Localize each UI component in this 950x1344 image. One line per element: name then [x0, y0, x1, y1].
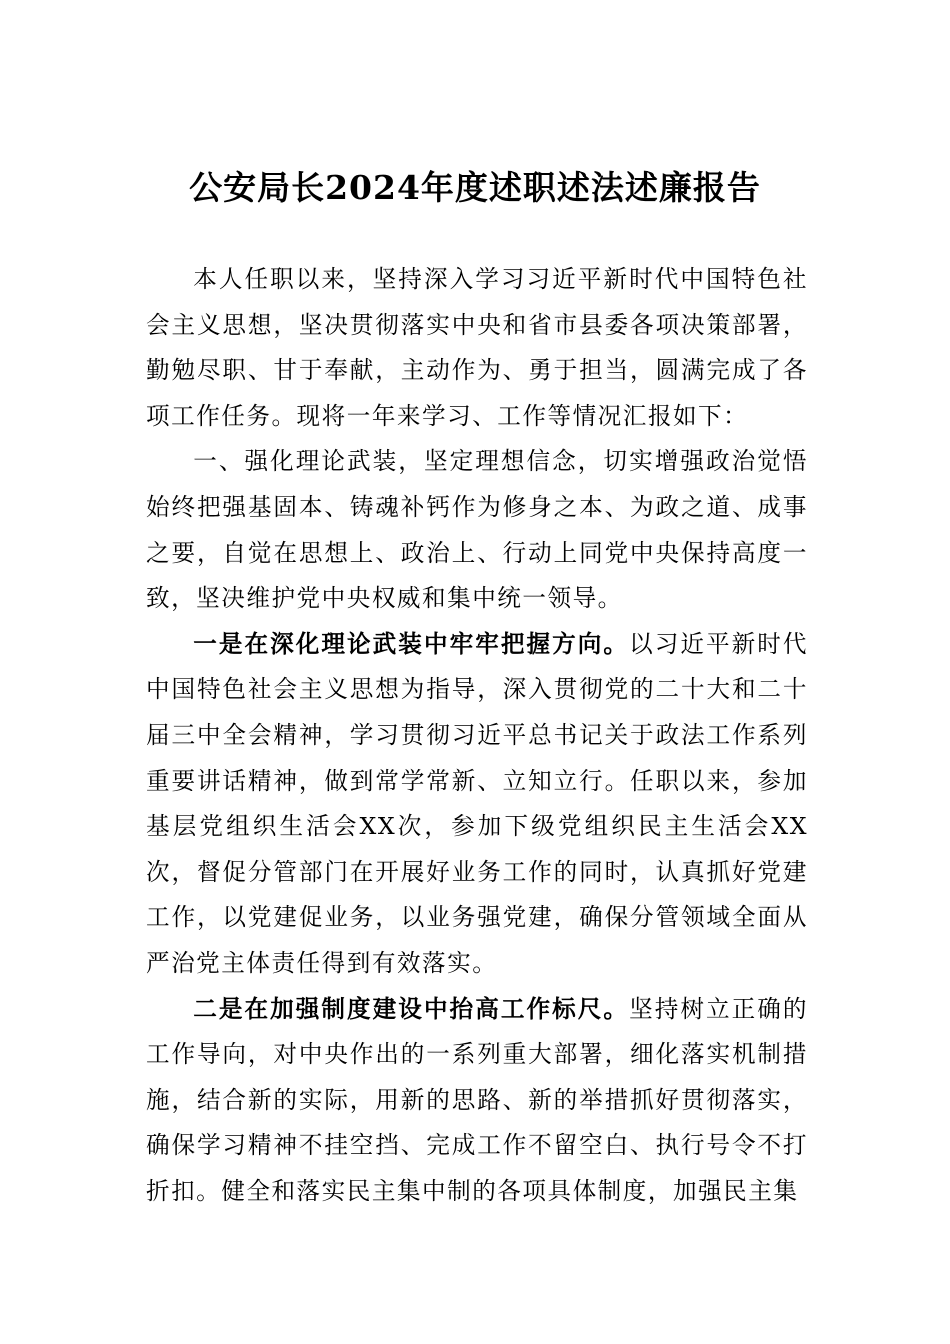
paragraph-text: 本人任职以来，坚持深入学习习近平新时代中国特色社会主义思想，坚决贯彻落实中央和省市县委各项决策部署，勤勉尽职、甘于奉献，主动作为、勇于担当，圆满完成了各项工作任务。现将一年来学习、工作等情况汇报如下：: [146, 265, 808, 430]
paragraph-text: 坚持树立正确的工作导向，对中央作出的一系列重大部署，细化落实机制措施，结合新的实际，用新的思路、新的举措抓好贯彻落实，确保学习精神不挂空挡、完成工作不留空白、执行号令不打折扣。健全和落实民主集中制的各项具体制度，加强民主集: [146, 994, 809, 1205]
paragraph-section-one: [146, 439, 808, 621]
paragraph-text: 一、强化理论武装，坚定理想信念，切实增强政治觉悟始终把强基固本、铸魂补钙作为修身之本、为政之道、成事之要，自觉在思想上、政治上、行动上同党中央保持高度一致，坚决维护党中央权威和集中统一领导。: [146, 447, 808, 613]
paragraph-point-one: [146, 622, 808, 987]
paragraph-lead: 二是在加强制度建设中抬高工作标尺。: [193, 994, 630, 1023]
document-title: 公安局长2024年度述职述法述廉报告: [189, 168, 761, 207]
paragraph-intro: [146, 257, 808, 439]
paragraph-point-two: [146, 987, 808, 1215]
paragraph-text: 以习近平新时代中国特色社会主义思想为指导，深入贯彻党的二十大和二十届三中全会精神，学习贯彻习近平总书记关于政法工作系列重要讲话精神，做到常学常新、立知立行。任职以来，参加基层党组织生活会XX次，参加下级党组织民主生活会XX次，督促分管部门在开展好业务工作的同时，认真抓好党建工作，以党建促业务，以业务强党建，确保分管领域全面从严治党主体责任得到有效落实。: [146, 629, 809, 977]
paragraph-lead: 一是在深化理论武装中牢牢把握方向。: [193, 629, 630, 658]
document-body: [146, 257, 808, 1214]
